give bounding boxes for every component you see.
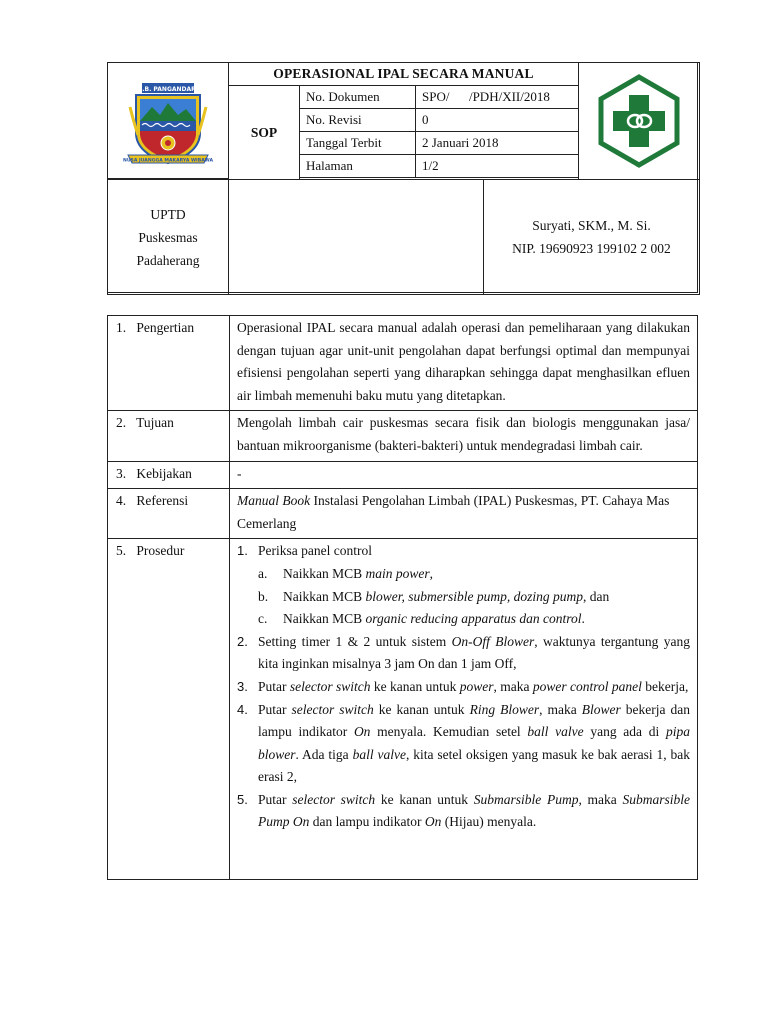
row-number: 2. <box>116 415 127 431</box>
step-number: 3. <box>237 678 248 694</box>
row-referensi <box>108 489 697 539</box>
sub-step-list <box>258 563 690 631</box>
procedure-step <box>237 676 690 699</box>
step-number: 1. <box>237 543 248 559</box>
health-cross-logo-cell <box>578 62 700 180</box>
unit-name-cell <box>107 179 229 295</box>
step-text: dan lampu indikator <box>309 814 425 830</box>
step-italic: selector switch <box>292 791 376 807</box>
sub-step-letter: a. <box>258 565 268 581</box>
procedure-step <box>237 699 690 789</box>
meta-key: Tanggal Terbit <box>299 131 416 155</box>
row-label <box>108 462 230 489</box>
sop-header-table <box>107 62 698 293</box>
puskesmas-cross-icon <box>591 73 687 169</box>
row-label-text: Tujuan <box>136 415 174 431</box>
sub-step-text: , dan <box>583 588 610 604</box>
referensi-rest: Instalasi Pengolahan Limbah (IPAL) Puskesmas, PT. Cahaya Mas Cemerlang <box>237 493 670 531</box>
step-text: Putar <box>258 791 293 807</box>
step-italic: Blower <box>581 701 621 717</box>
sub-step-text: Naikkan MCB <box>283 565 366 581</box>
sub-step-text: . <box>581 611 585 627</box>
sub-step-italic: main power <box>365 565 430 581</box>
row-content <box>230 539 697 879</box>
step-text: Setting timer 1 & 2 untuk sistem <box>258 633 452 649</box>
row-content <box>230 489 697 538</box>
row-number: 5. <box>116 543 127 559</box>
step-text: ke kanan untuk <box>370 678 460 694</box>
step-number: 4. <box>237 701 248 717</box>
sub-step-text: Naikkan MCB <box>283 611 366 627</box>
step-text: bekerja, <box>641 678 689 694</box>
procedure-step <box>237 540 690 630</box>
row-label-text: Prosedur <box>136 543 185 559</box>
step-text: bekerja dan lampu indikator <box>258 701 690 740</box>
logo-banner-text: K.A.B. PANGANDARAN <box>130 86 206 93</box>
document-title: OPERASIONAL IPAL SECARA MANUAL <box>228 62 579 86</box>
row-pengertian <box>108 316 697 411</box>
meta-value: 2 Januari 2018 <box>415 131 579 155</box>
step-italic: pipa blower <box>258 724 690 762</box>
step-text: yang ada di <box>583 724 666 740</box>
meta-row-revisi <box>299 108 579 132</box>
row-label <box>108 489 230 538</box>
step-text: , kita setel oksigen yang masuk ke bak aerasi 1, bak erasi 2, <box>258 746 691 785</box>
sop-label: SOP <box>228 85 300 180</box>
meta-key: No. Revisi <box>299 108 416 132</box>
step-italic: On <box>353 724 371 740</box>
meta-value: 1/2 <box>415 154 579 178</box>
referensi-italic: Manual Book <box>237 493 311 509</box>
row-number: 3. <box>116 465 127 481</box>
step-italic: power control panel <box>532 678 642 694</box>
step-text: Putar <box>258 678 290 694</box>
row-tujuan <box>108 411 697 461</box>
step-text: , maka <box>578 791 623 807</box>
step-italic: Submarsible Pump On <box>258 791 690 830</box>
row-label <box>108 316 230 410</box>
procedure-list <box>237 540 690 834</box>
pangandaran-crest-logo <box>108 63 228 178</box>
row-number: 4. <box>116 493 127 509</box>
row-number: 1. <box>116 320 127 335</box>
sub-step-italic: organic reducing apparatus dan control <box>365 611 582 627</box>
step-number: 2. <box>237 633 248 649</box>
step-italic: On-Off Blower <box>451 633 535 649</box>
row-prosedur <box>108 539 697 879</box>
sub-step-letter: c. <box>258 611 268 627</box>
signer-nip: NIP. 19690923 199102 2 002 <box>512 241 671 256</box>
row-label-text: Referensi <box>136 493 189 509</box>
row-kebijakan <box>108 462 697 490</box>
step-text: Periksa panel control <box>258 543 372 559</box>
row-content <box>230 316 697 410</box>
row-label-text: Pengertian <box>136 320 195 335</box>
step-text: ke kanan untuk <box>375 791 474 807</box>
signature-blank-cell <box>228 179 484 295</box>
signer-cell <box>483 179 700 295</box>
referensi-text <box>237 490 690 535</box>
pengertian-text: Operasional IPAL secara manual adalah operasi dan pemeliharaan yang dilakukan dengan tujuan agar unit-unit pengolahan dapat berfungsi optimal dan mempunyai efisiensi pengolahan seperti yang diharapkan sehingga dapat menghasilkan efluen air limbah memenuhi baku mutu yang ditetapkan. <box>237 320 690 403</box>
logo-motto-text: NUSA JUANGGA MAKARYA WIBAWA <box>122 158 214 164</box>
row-label-text: Kebijakan <box>136 465 192 481</box>
logo-cell <box>107 62 229 179</box>
step-number: 5. <box>237 791 248 807</box>
step-italic: selector switch <box>289 678 371 694</box>
sop-content-table <box>107 315 698 880</box>
step-italic: On <box>424 814 442 830</box>
sub-step <box>258 608 690 631</box>
step-italic: Ring Blower <box>469 701 540 717</box>
meta-row-tanggal <box>299 131 579 155</box>
kebijakan-text: - <box>237 465 242 481</box>
row-content <box>230 462 697 489</box>
tujuan-text: Mengolah limbah cair puskesmas secara fisik dan biologis menggunakan jasa/ bantuan mikroorganisme (bakteri-bakteri) untuk mendegradasi limbah cair. <box>237 415 690 453</box>
step-italic: ball valve <box>352 746 406 762</box>
row-content <box>230 411 697 460</box>
meta-key: No. Dokumen <box>299 85 416 109</box>
step-text: (Hijau) menyala. <box>441 814 537 830</box>
signer-name: Suryati, SKM., M. Si. <box>532 218 651 233</box>
meta-row-dokumen <box>299 85 579 109</box>
step-italic: power <box>459 678 494 694</box>
step-text: . Ada tiga <box>295 746 353 762</box>
step-text: , maka <box>539 701 582 717</box>
sub-step <box>258 586 690 609</box>
sub-step-text: , <box>429 565 433 581</box>
step-text: Putar <box>258 701 292 717</box>
meta-value: 0 <box>415 108 579 132</box>
step-text: ke kanan untuk <box>373 701 470 717</box>
step-text: , maka <box>493 678 533 694</box>
meta-key: Halaman <box>299 154 416 178</box>
unit-line: Padaherang <box>136 252 200 268</box>
unit-line: Puskesmas <box>138 229 198 245</box>
row-label <box>108 411 230 460</box>
step-italic: selector switch <box>291 701 374 717</box>
step-italic: ball valve <box>527 724 584 740</box>
sub-step-italic: blower, submersible pump, dozing pump <box>365 588 584 604</box>
step-italic: Submarsible Pump <box>473 791 579 807</box>
step-text: , waktunya tergantung yang kita inginkan misalnya 3 jam On dan 1 jam Off, <box>258 633 690 672</box>
sub-step-letter: b. <box>258 588 269 604</box>
sub-step-text: Naikkan MCB <box>283 588 366 604</box>
sub-step <box>258 563 690 586</box>
procedure-step <box>237 789 690 834</box>
procedure-step <box>237 631 690 676</box>
meta-value: SPO/ /PDH/XII/2018 <box>415 85 579 109</box>
step-text: menyala. Kemudian setel <box>370 724 528 740</box>
row-label <box>108 539 230 879</box>
unit-line: UPTD <box>150 206 186 222</box>
meta-row-halaman <box>299 154 579 178</box>
